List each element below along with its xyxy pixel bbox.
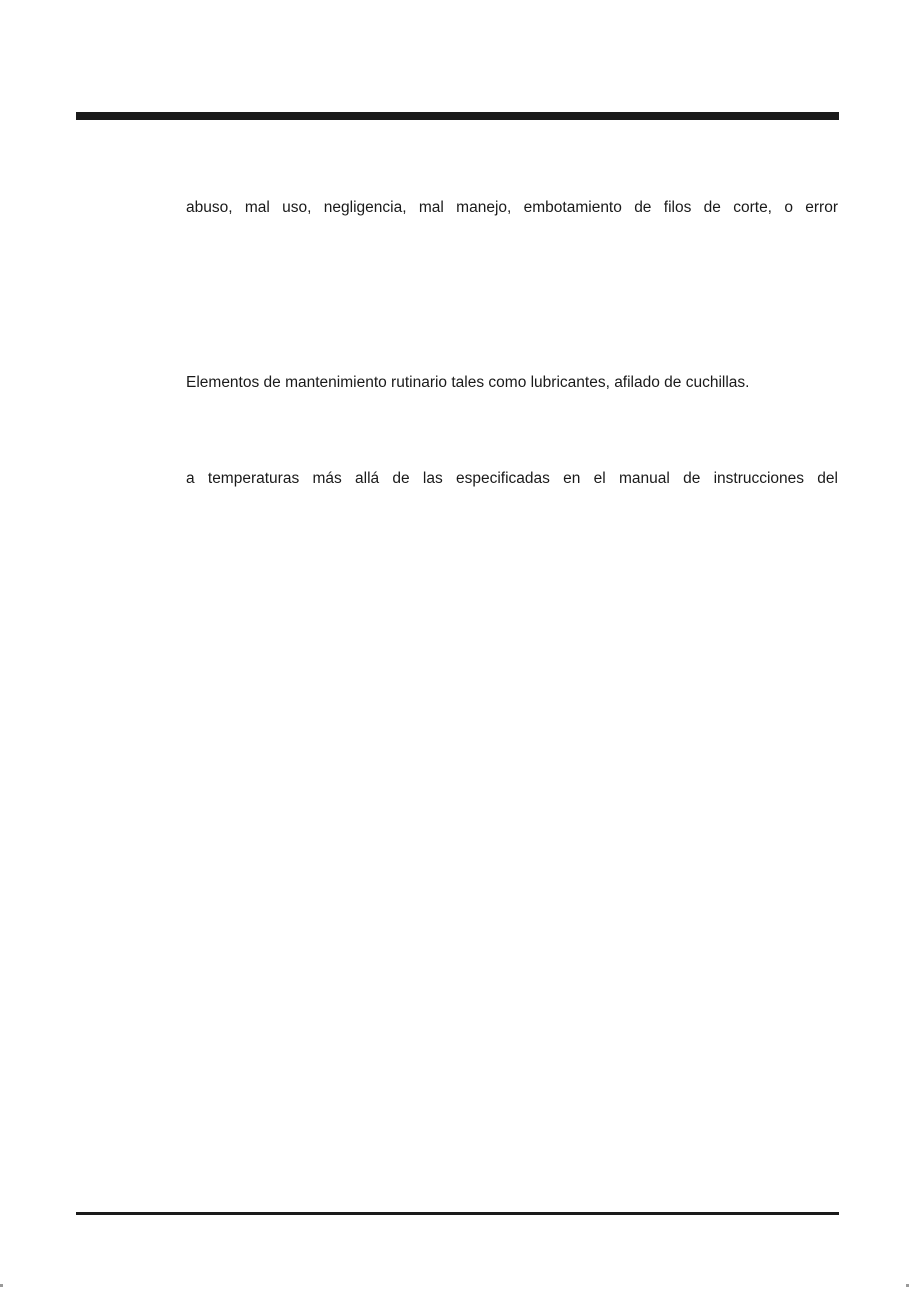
body-text-line-2: Elementos de mantenimiento rutinario tales como lubricantes, afilado de cuchillas.: [186, 374, 750, 391]
footer-rule: [76, 1212, 839, 1215]
crop-mark-left: [0, 1284, 3, 1287]
body-text-line-3: a temperaturas más allá de las especificadas en el manual de instrucciones del: [186, 470, 838, 487]
crop-mark-right: [906, 1284, 909, 1287]
body-text-line-1: abuso, mal uso, negligencia, mal manejo, embotamiento de filos de corte, o error: [186, 199, 838, 216]
header-rule: [76, 112, 839, 120]
